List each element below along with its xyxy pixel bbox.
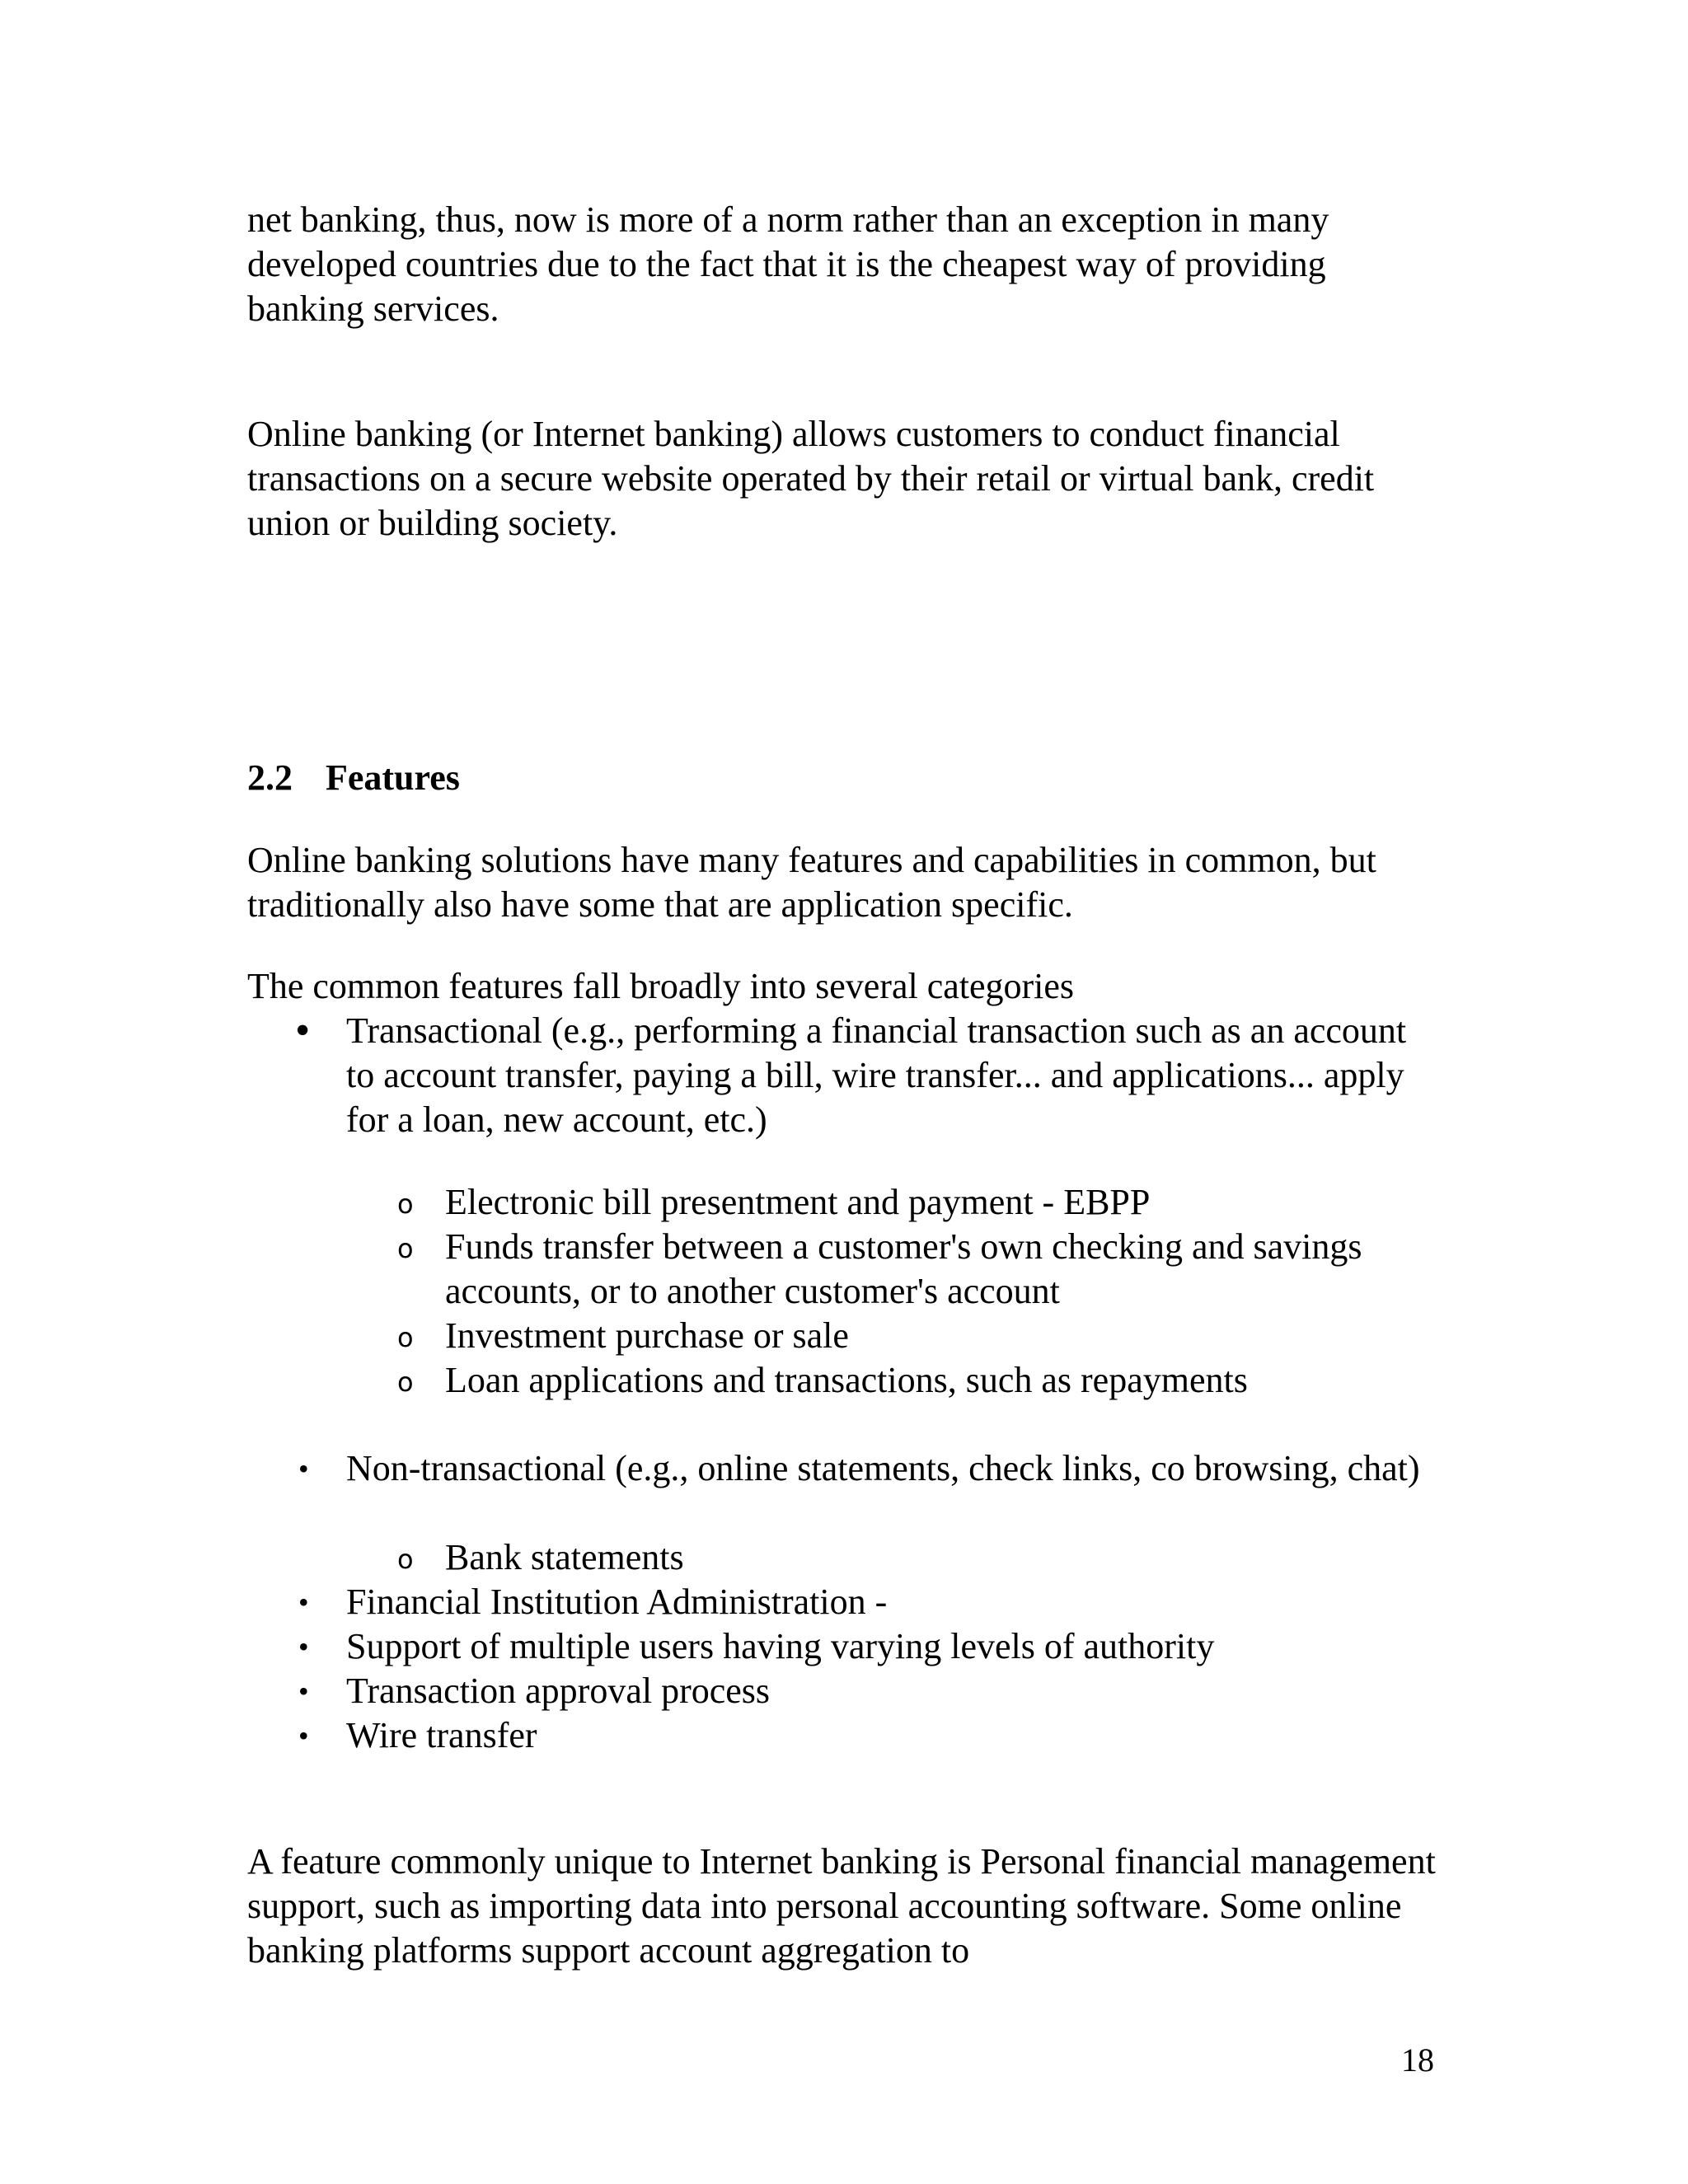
transactional-sublist: [397, 1180, 1434, 1403]
paragraph-online-banking-definition: Online banking (or Internet banking) allows customers to conduct financial transactions on a secure website operated by their retail or virtual bank, credit union or building society.: [247, 414, 1375, 543]
bullet-marker: •: [298, 1719, 309, 1752]
list-item: [247, 1624, 1442, 1669]
list-item-text: Support of multiple users having varying levels of authority: [346, 1626, 1215, 1666]
sub-list-item-text: Loan applications and transactions, such as repayments: [445, 1360, 1248, 1400]
feature-list: [247, 1009, 1442, 1142]
sub-list-item-text: Electronic bill presentment and payment - EBPP: [445, 1182, 1151, 1222]
bullet-marker: •: [298, 1675, 309, 1708]
sub-list-item-text: Investment purchase or sale: [445, 1315, 849, 1356]
list-item-non-transactional: [247, 1446, 1442, 1491]
paragraph-features-intro: Online banking solutions have many features and capabilities in common, but traditionally also have some that are application specific.: [247, 840, 1376, 925]
bullet-marker: •: [298, 1452, 309, 1485]
non-transactional-sublist: [397, 1535, 1434, 1580]
section-title: Features: [326, 757, 460, 798]
bullet-marker: •: [298, 1586, 309, 1619]
list-item-text: Non-transactional (e.g., online statements, check links, co browsing, chat): [346, 1448, 1420, 1488]
sub-bullet-marker: o: [397, 1188, 414, 1220]
feature-list-continued: [247, 1446, 1442, 1491]
sub-list-item-text: Bank statements: [445, 1537, 684, 1577]
section-number: 2.2: [247, 757, 293, 798]
list-item: [247, 1713, 1442, 1758]
section-heading: [247, 756, 460, 800]
paragraph-net-banking: net banking, thus, now is more of a norm rather than an exception in many developed countries due to the fact that it is the cheapest way of providing banking services.: [247, 199, 1329, 329]
list-item-transactional: [247, 1009, 1442, 1142]
bullet-marker: •: [295, 1007, 311, 1054]
list-item-text: Transaction approval process: [346, 1671, 771, 1711]
sub-bullet-marker: o: [397, 1544, 414, 1575]
list-item-text: Wire transfer: [346, 1715, 537, 1755]
sub-list-item: [397, 1314, 1434, 1358]
sub-bullet-marker: o: [397, 1322, 414, 1353]
bullet-marker: •: [298, 1630, 309, 1663]
sub-bullet-marker: o: [397, 1366, 414, 1398]
sub-list-item: [397, 1180, 1434, 1225]
sub-bullet-marker: o: [397, 1233, 414, 1264]
paragraph-personal-financial-management: A feature commonly unique to Internet banking is Personal financial management support, such as importing data into personal accounting software. Some online banking platforms support account aggregation to: [247, 1841, 1436, 1971]
feature-list-other: [247, 1580, 1442, 1758]
sub-list-item-text: Funds transfer between a customer's own checking and savings accounts, or to another customer's account: [445, 1226, 1362, 1311]
sub-list-item: [397, 1535, 1434, 1580]
list-item-text: Financial Institution Administration -: [346, 1582, 888, 1622]
sub-list-item: [397, 1358, 1434, 1403]
sub-list-item: [397, 1225, 1434, 1314]
paragraph-categories-intro: The common features fall broadly into several categories: [247, 966, 1075, 1006]
page-number: 18: [1401, 2041, 1434, 2079]
list-item: [247, 1669, 1442, 1713]
list-item: [247, 1580, 1442, 1624]
list-item-text: Transactional (e.g., performing a financial transaction such as an account to account transfer, paying a bill, wire transfer... and applications... apply for a loan, new account, etc.): [346, 1010, 1407, 1140]
